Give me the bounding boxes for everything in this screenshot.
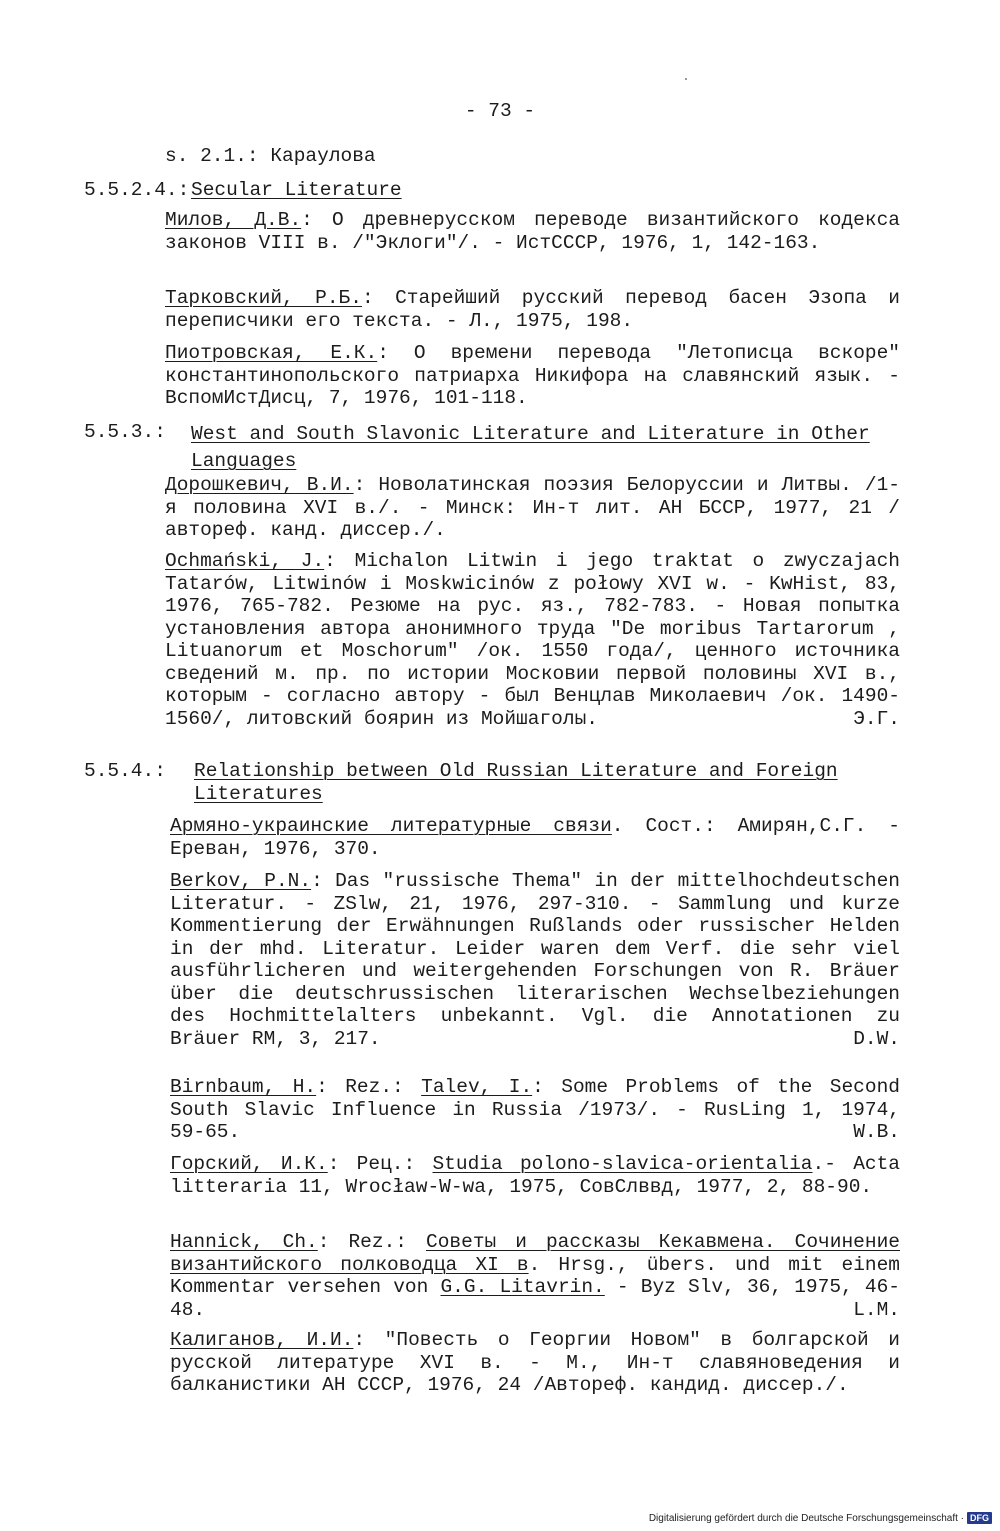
entry-author: Hannick, Ch. <box>170 1231 318 1253</box>
entry-author: Дорошкевич, В.И. <box>165 474 354 496</box>
reviewed-work-author: Talev, I. <box>421 1076 533 1098</box>
entry-author: Калиганов, И.И. <box>170 1329 354 1351</box>
entry-text: : Michalon Litwin i jego traktat o zwyczajach Tatarów, Litwinów i Moskwicinów z połowy XVI w. - KwHist, 83, 1976, 765-782. Резюме на рус. яз., 782-783. - Новая попытка установления автора анонимного труда "De moribus Tartarorum , Lituanorum et Moschorum" /ок. 1550 года/, ценного источника сведений м. пр. по истории Московии первой половины XVI в., которым - согласно автору - был Венцлав Миколаевич /ок. 1490-1560/, литовский боярин из Мойшаголы. <box>165 550 901 730</box>
scan-speck <box>685 78 687 80</box>
section-title: Relationship between Old Russian Literature and Foreign Literatures <box>194 760 838 805</box>
cross-reference: s. 2.1.: Караулова <box>165 145 376 167</box>
entry-author: Berkov, P.N. <box>170 870 312 892</box>
bib-entry-berkov <box>170 870 900 1050</box>
digitization-footer <box>649 1512 992 1525</box>
section-title: Secular Literature <box>191 179 402 201</box>
entry-text: : Rez.: <box>316 1076 422 1098</box>
footer-text: Digitalisierung gefördert durch die Deutsche Forschungsgemeinschaft · <box>648 1513 964 1524</box>
section-number: 5.5.3.: <box>84 421 166 443</box>
entry-text: : Старейший русский перевод басен Эзопа и переписчики его текста. - Л., 1975, 198. <box>165 287 901 332</box>
entry-author: Birnbaum, H. <box>170 1076 317 1098</box>
entry-author: Ochmański, J. <box>165 550 325 572</box>
reviewed-work-title: Советы и рассказы Кекавмена. Сочинение византийского полководца XI в <box>170 1231 900 1276</box>
bib-entry-piotrovskaya <box>165 342 900 410</box>
bib-entry-milov <box>165 209 900 254</box>
entry-text: : Some Problems of the Second South Slavic Influence in Russia /1973/. - RusLing 1, 1974, 59-65. <box>170 1076 900 1143</box>
entry-author: Армяно-украинские литературные связи <box>170 815 612 837</box>
entry-author: Горский, И.К. <box>170 1153 328 1175</box>
dfg-logo: DFG <box>967 1512 992 1524</box>
entry-author: Милов, Д.В. <box>165 209 302 231</box>
editor-name: G.G. Litavrin. <box>440 1276 605 1298</box>
reviewer-initials: D.W. <box>853 1027 900 1050</box>
bib-entry-armenian <box>170 815 900 860</box>
bib-entry-tarkovsky <box>165 287 900 332</box>
entry-text: : Новолатинская поэзия Белоруссии и Литвы. /1-я половина XVI в./. - Минск: Ин-т лит. АН БССР, 1977, 21 /автореф. канд. диссер./. <box>165 474 900 541</box>
page-number: - 73 - <box>464 100 536 122</box>
entry-text: : Rez.: <box>317 1231 427 1253</box>
entry-text: : Рец.: <box>327 1153 433 1175</box>
entry-text: : Das "russische Thema" in der mittelhochdeutschen Literatur. - ZSlw, 21, 1976, 297-310. - Sammlung und kurze Kommentierung der Erwähnungen Rußlands oder russischer Helden in der mhd. Literatur. Leider waren dem Verf. die sehr viel ausführlicheren und weitergehenden Forschungen von R. Bräuer über die deutschrussischen literarischen Wechselbeziehungen des Hochmittelalters unbekannt. Vgl. die Annotationen zu Bräuer RM, 3, 217. <box>170 870 900 1050</box>
section-number: 5.5.4.: <box>84 760 166 782</box>
entry-text: : "Повесть о Георгии Новом" в болгарской и русской литературе XVI в. - М., Ин-т славяноведения и балканистики АН СССР, 1976, 24 /Автореф. кандид. диссер./. <box>170 1329 900 1396</box>
bib-entry-gorsky <box>170 1153 900 1198</box>
section-title: West and South Slavonic Literature and Literature in Other Languages <box>191 423 870 472</box>
reviewer-initials: W.B. <box>853 1121 900 1143</box>
entry-text: . Сост.: Амирян,С.Г. - Ереван, 1976, 370. <box>170 815 900 860</box>
reviewer-initials: Э.Г. <box>853 707 900 730</box>
entry-text: .- Acta litteraria 11, Wrocław-W-wa, 1975, СовСлввд, 1977, 2, 88-90. <box>170 1153 901 1198</box>
entry-text: - Byz Slv, 36, 1975, 46-48. <box>170 1276 900 1321</box>
entry-text: : О времени перевода "Летописца вскоре" константинопольского патриарха Никифора на славянский язык. - ВспомИстДисц, 7, 1976, 101-118. <box>165 342 900 409</box>
bib-entry-kaliganov <box>170 1329 900 1397</box>
entry-text: : О древнерусском переводе византийского кодекса законов VIII в. /"Эклоги"/. - ИстСССР, 1976, 1, 142-163. <box>165 209 900 254</box>
entry-author: Тарковский, Р.Б. <box>165 287 362 309</box>
reviewer-initials: L.M. <box>853 1298 900 1321</box>
bib-entry-doroshkevich <box>165 474 900 542</box>
bib-entry-ochmanski <box>165 550 900 730</box>
section-number: 5.5.2.4.: <box>84 179 190 201</box>
entry-author: Пиотровская, Е.К. <box>165 342 378 364</box>
bib-entry-hannick <box>170 1231 900 1321</box>
bib-entry-birnbaum <box>170 1076 900 1144</box>
entry-text: . Hrsg., übers. und mit einem Kommentar versehen von <box>170 1253 900 1298</box>
reviewed-work-title: Studia polono-slavica-orientalia <box>432 1153 813 1175</box>
